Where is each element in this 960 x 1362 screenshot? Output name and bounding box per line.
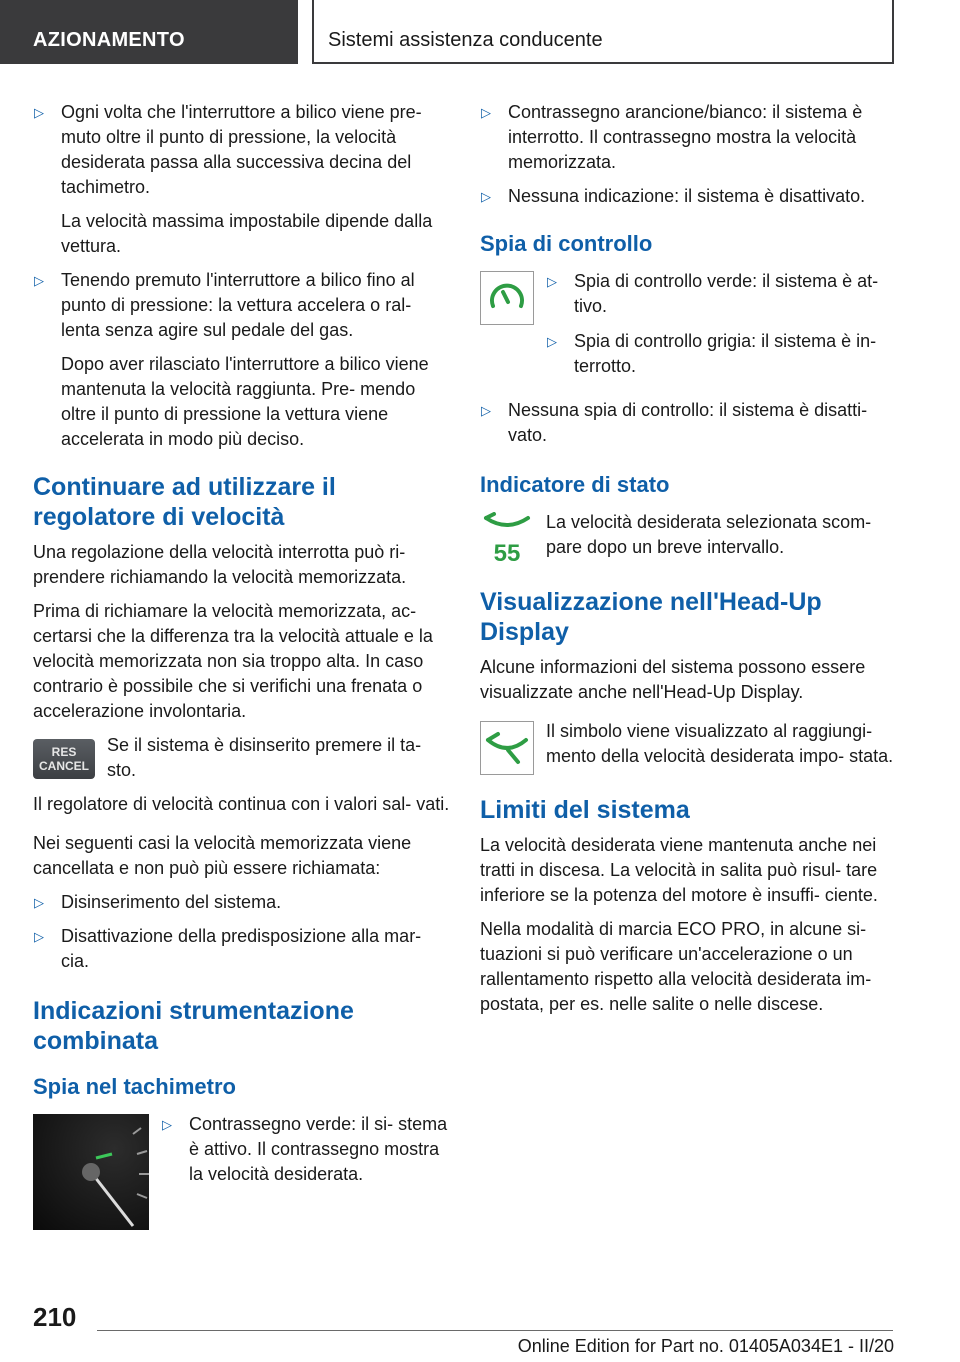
cancel-icon-label: CANCEL [39, 759, 89, 773]
paragraph: Una regolazione della velocità interrotta può ri- prendere richiamando la velocità memorizzata. [33, 542, 407, 587]
list-item: ▷ Nessuna spia di controllo: il sistema è disatti- vato. [480, 398, 900, 448]
right-column [480, 100, 900, 1026]
cruise-control-light-icon [480, 271, 534, 325]
footer-edition: Online Edition for Part no. 01405A034E1 - II/20 [517, 1336, 894, 1356]
header-section-tab [0, 0, 298, 64]
paragraph: Prima di richiamare la velocità memorizzata, ac- certarsi che la differenza tra la velocità attuale e la velocità memorizzata non sia troppo alta. In caso contrario è possibile che si verifichi una frenata o accelerazione involontaria. [33, 601, 433, 721]
res-cancel-row [33, 733, 453, 783]
heading-status-indicator: Indicatore di stato [480, 472, 670, 497]
speedometer-image [33, 1114, 149, 1230]
page-number: 210 [33, 1302, 77, 1332]
header-section-title: AZIONAMENTO [33, 29, 185, 51]
heading-continue-cruise: Continuare ad utilizzare il regolatore di velocità [33, 473, 336, 531]
speedometer-needle-icon [33, 1114, 149, 1230]
hud-text: Il simbolo viene visualizzato al raggiungi- mento della velocità desiderata impo- stata. [546, 721, 894, 766]
speed-status-icon [480, 512, 534, 567]
res-cancel-button-icon [33, 735, 95, 779]
status-indicator-row [480, 510, 900, 567]
paragraph: Alcune informazioni del sistema possono essere visualizzate anche nell'Head-Up Display. [480, 657, 866, 702]
header-chapter-tab [312, 0, 894, 64]
paragraph: La velocità desiderata viene mantenuta anche nei tratti in discesa. La velocità in salita può risul- tare inferiore se la potenza del motore è insuffi- ciente. [480, 835, 878, 905]
list-item: ▷ Disinserimento del sistema. [33, 890, 453, 915]
status-indicator-text: La velocità desiderata selezionata scom- pare dopo un breve intervallo. [546, 512, 872, 557]
list-item: ▷ Spia di controllo grigia: il sistema è in- terrotto. [546, 329, 900, 379]
paragraph: Nella modalità di marcia ECO PRO, in alcune si- tuazioni si può verificare un'accelerazione o un rallentamento rispetto alla velocità desiderata im- postata, per es. nelle salite o nelle discese. [480, 919, 872, 1014]
list-item: ▷ Nessuna indicazione: il sistema è disattivato. [480, 184, 900, 209]
hud-row [480, 719, 900, 775]
list-item: ▷ Contrassegno arancione/bianco: il sistema è interrotto. Il contrassegno mostra la velocità memorizzata. [480, 100, 900, 175]
status-arc-icon [480, 512, 534, 534]
list-item: ▷ Spia di controllo verde: il sistema è at- tivo. [546, 269, 900, 319]
res-cancel-text: Se il sistema è disinserito premere il ta- sto. [107, 735, 422, 780]
footer-divider [97, 1330, 893, 1331]
hud-symbol-icon [480, 721, 534, 775]
heading-control-light: Spia di controllo [480, 231, 653, 256]
list-item: ▷ Ogni volta che l'interruttore a bilico viene pre- muto oltre il punto di pressione, la velocità desiderata passa alla successiva decina del tachimetro. [33, 100, 453, 200]
heading-system-limits: Limiti del sistema [480, 796, 690, 824]
status-speed-value: 55 [493, 540, 521, 567]
paragraph: Nei seguenti casi la velocità memorizzata viene cancellata e non può più essere richiamata: [33, 833, 412, 878]
paragraph: Il regolatore di velocità continua con i valori sal- vati. [33, 794, 450, 814]
res-icon-label: RES [51, 745, 77, 759]
list-item-note: Dopo aver rilasciato l'interruttore a bilico viene mantenuta la velocità raggiunta. Pre- mendo oltre il punto di pressione la vettura viene accelerata in modo più deciso. [61, 354, 429, 449]
left-column [33, 100, 453, 1239]
list-item: ▷ Disattivazione della predisposizione alla mar- cia. [33, 924, 453, 974]
list-item: ▷ Tenendo premuto l'interruttore a bilico fino al punto di pressione: la vettura accelera o ral- lenta senza agire sul pedale del gas. [33, 268, 453, 343]
header-chapter-title: Sistemi assistenza conducente [328, 29, 603, 51]
speedometer-row [33, 1112, 453, 1230]
heading-speedometer-indicator: Spia nel tachimetro [33, 1074, 236, 1099]
heading-head-up-display: Visualizzazione nell'Head-Up Display [480, 588, 822, 646]
control-light-row [480, 269, 900, 389]
list-item: ▷ Contrassegno verde: il si- stema è attivo. Il contrassegno mostra la velocità desiderata. [161, 1112, 453, 1187]
heading-instrument-cluster: Indicazioni strumentazione combinata [33, 997, 354, 1055]
list-item-note: La velocità massima impostabile dipende dalla vettura. [61, 211, 433, 256]
